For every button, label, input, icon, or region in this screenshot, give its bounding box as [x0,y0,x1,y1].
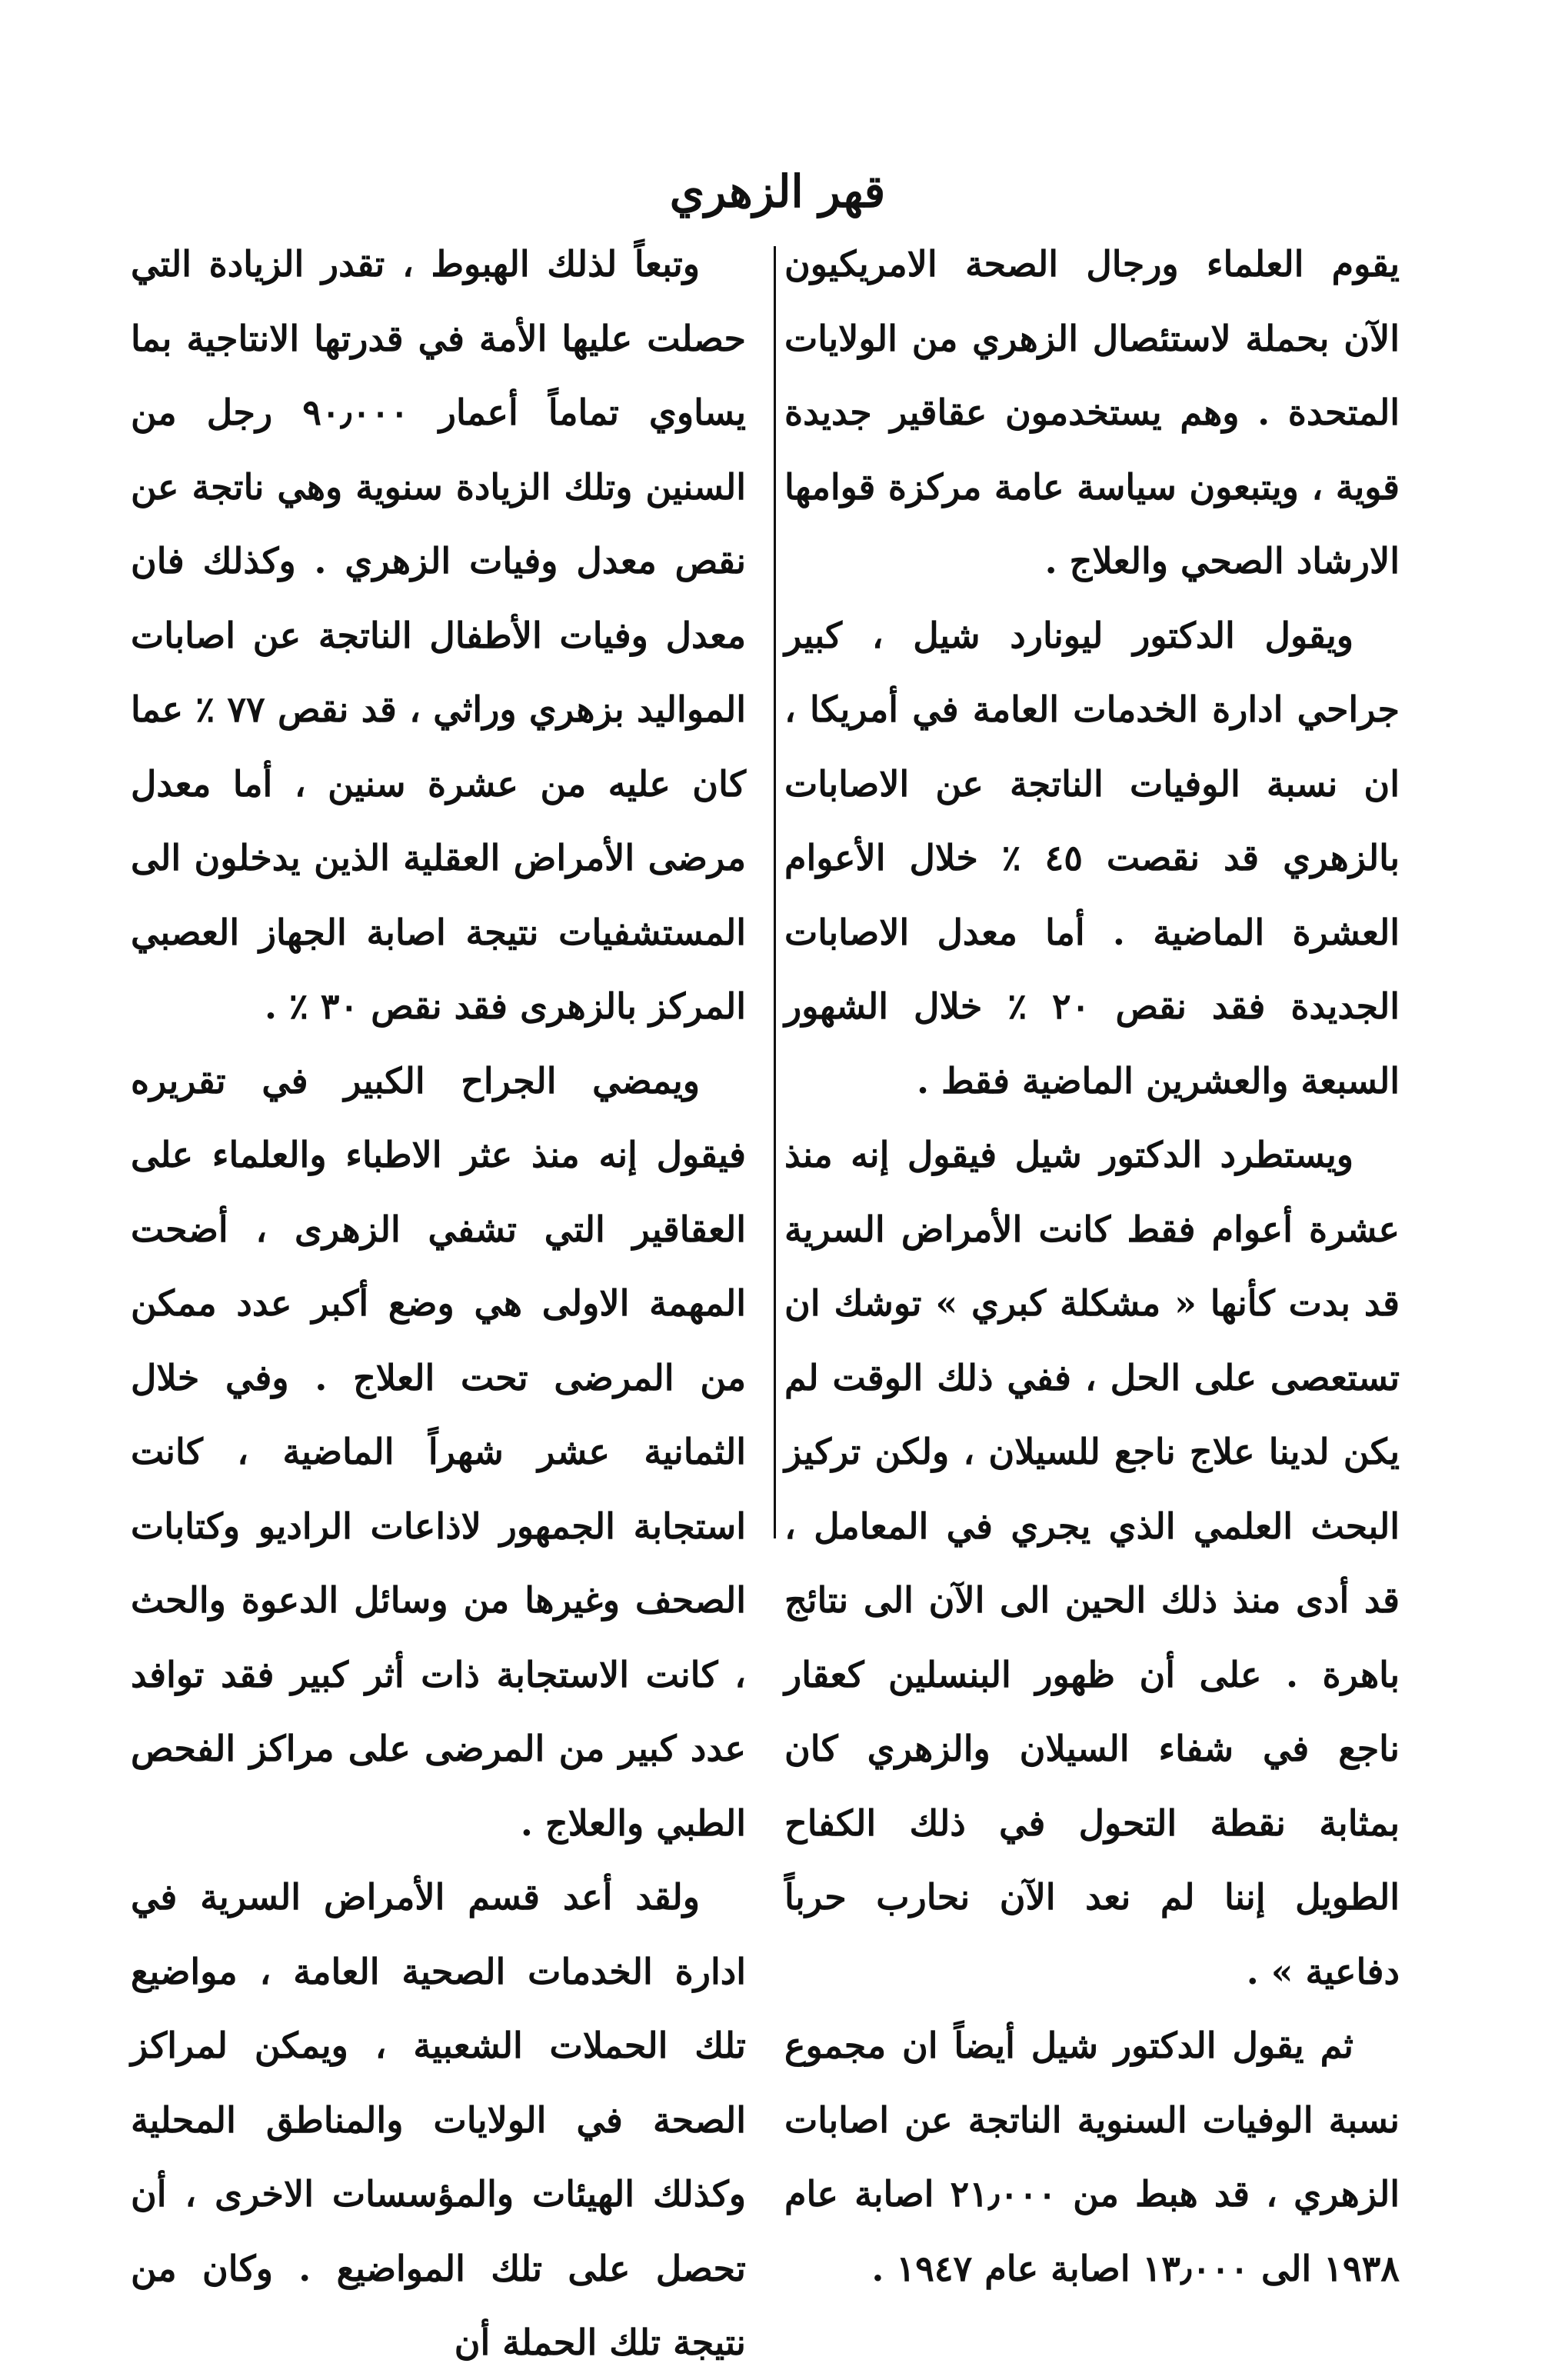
right-paragraph-3: ويستطرد الدكتور شيل فيقول إنه منذ عشرة أعوام فقط كانت الأمراض السرية قد بدت كأنها « مشكلة كبري » توشك ان تستعصى على الحل ، ففي ذلك الوقت لم يكن لدينا علاج ناجع للسيلان ، ولكن تركيز البحث العلمي الذي يجري في المعامل ، قد أدى منذ ذلك الحين الى الآن الى نتائج باهرة . على أن ظهور البنسلين كعقار ناجع في شفاء السيلان والزهري كان بمثابة نقطة التحول في ذلك الكفاح الطويل إننا لم نعد الآن نحارب حرباً دفاعية » . [784,1134,1400,1992]
left-paragraph-1: وتبعاً لذلك الهبوط ، تقدر الزيادة التي حصلت عليها الأمة في قدرتها الانتاجية بما يساوي تماماً أعمار ٩٠٫٠٠٠ رجل من السنين وتلك الزيادة سنوية وهي ناتجة عن نقص معدل وفيات الزهري . وكذلك فان معدل وفيات الأطفال الناتجة عن اصابات المواليد بزهري وراثي ، قد نقص ٧٧ ٪ عما كان عليه من عشرة سنين ، أما معدل مرضى الأمراض العقلية الذين يدخلون الى المستشفيات نتيجة اصابة الجهاز العصبي المركز بالزهرى فقد نقص ٣٠ ٪ . [131,243,746,1027]
left-column [131,227,746,2380]
right-paragraph-1: يقوم العلماء ورجال الصحة الامريكيون الآن بحملة لاستئصال الزهري من الولايات المتحدة . وهم يستخدمون عقاقير جديدة قوية ، ويتبعون سياسة عامة مركزة قوامها الارشاد الصحي والعلاج . [784,243,1400,582]
left-paragraph-2: ويمضي الجراح الكبير في تقريره فيقول إنه منذ عثر الاطباء والعلماء على العقاقير التي تشفي الزهرى ، أضحت المهمة الاولى هي وضع أكبر عدد ممكن من المرضى تحت العلاج . وفي خلال الثمانية عشر شهراً الماضية ، كانت استجابة الجمهور لاذاعات الراديو وكتابات الصحف وغيرها من وسائل الدعوة والحث ، كانت الاستجابة ذات أثر كبير فقد توافد عدد كبير من المرضى على مراكز الفحص الطبي والعلاج . [131,1059,746,1844]
column-divider [774,246,776,1538]
left-paragraph-3: ولقد أعد قسم الأمراض السرية في ادارة الخدمات الصحية العامة ، مواضيع تلك الحملات الشعبية ، ويمكن لمراكز الصحة في الولايات والمناطق المحلية وكذلك الهيئات والمؤسسات الاخرى ، أن تحصل على تلك المواضيع . وكان من نتيجة تلك الحملة أن [131,1876,746,2363]
page-title: قهر الزهري [669,165,886,218]
right-paragraph-4: ثم يقول الدكتور شيل أيضاً ان مجموع نسبة الوفيات السنوية الناتجة عن اصابات الزهري ، قد هبط من ٢١٫٠٠٠ اصابة عام ١٩٣٨ الى ١٣٫٠٠٠ اصابة عام ١٩٤٧ . [784,2025,1400,2289]
right-paragraph-2: ويقول الدكتور ليونارد شيل ، كبير جراحي ادارة الخدمات العامة في أمريكا ، ان نسبة الوفيات الناتجة عن الاصابات بالزهري قد نقصت ٤٥ ٪ خلال الأعوام العشرة الماضية . أما معدل الاصابات الجديدة فقد نقص ٢٠ ٪ خلال الشهور السبعة والعشرين الماضية فقط . [784,614,1400,1102]
right-column [784,227,1400,2305]
